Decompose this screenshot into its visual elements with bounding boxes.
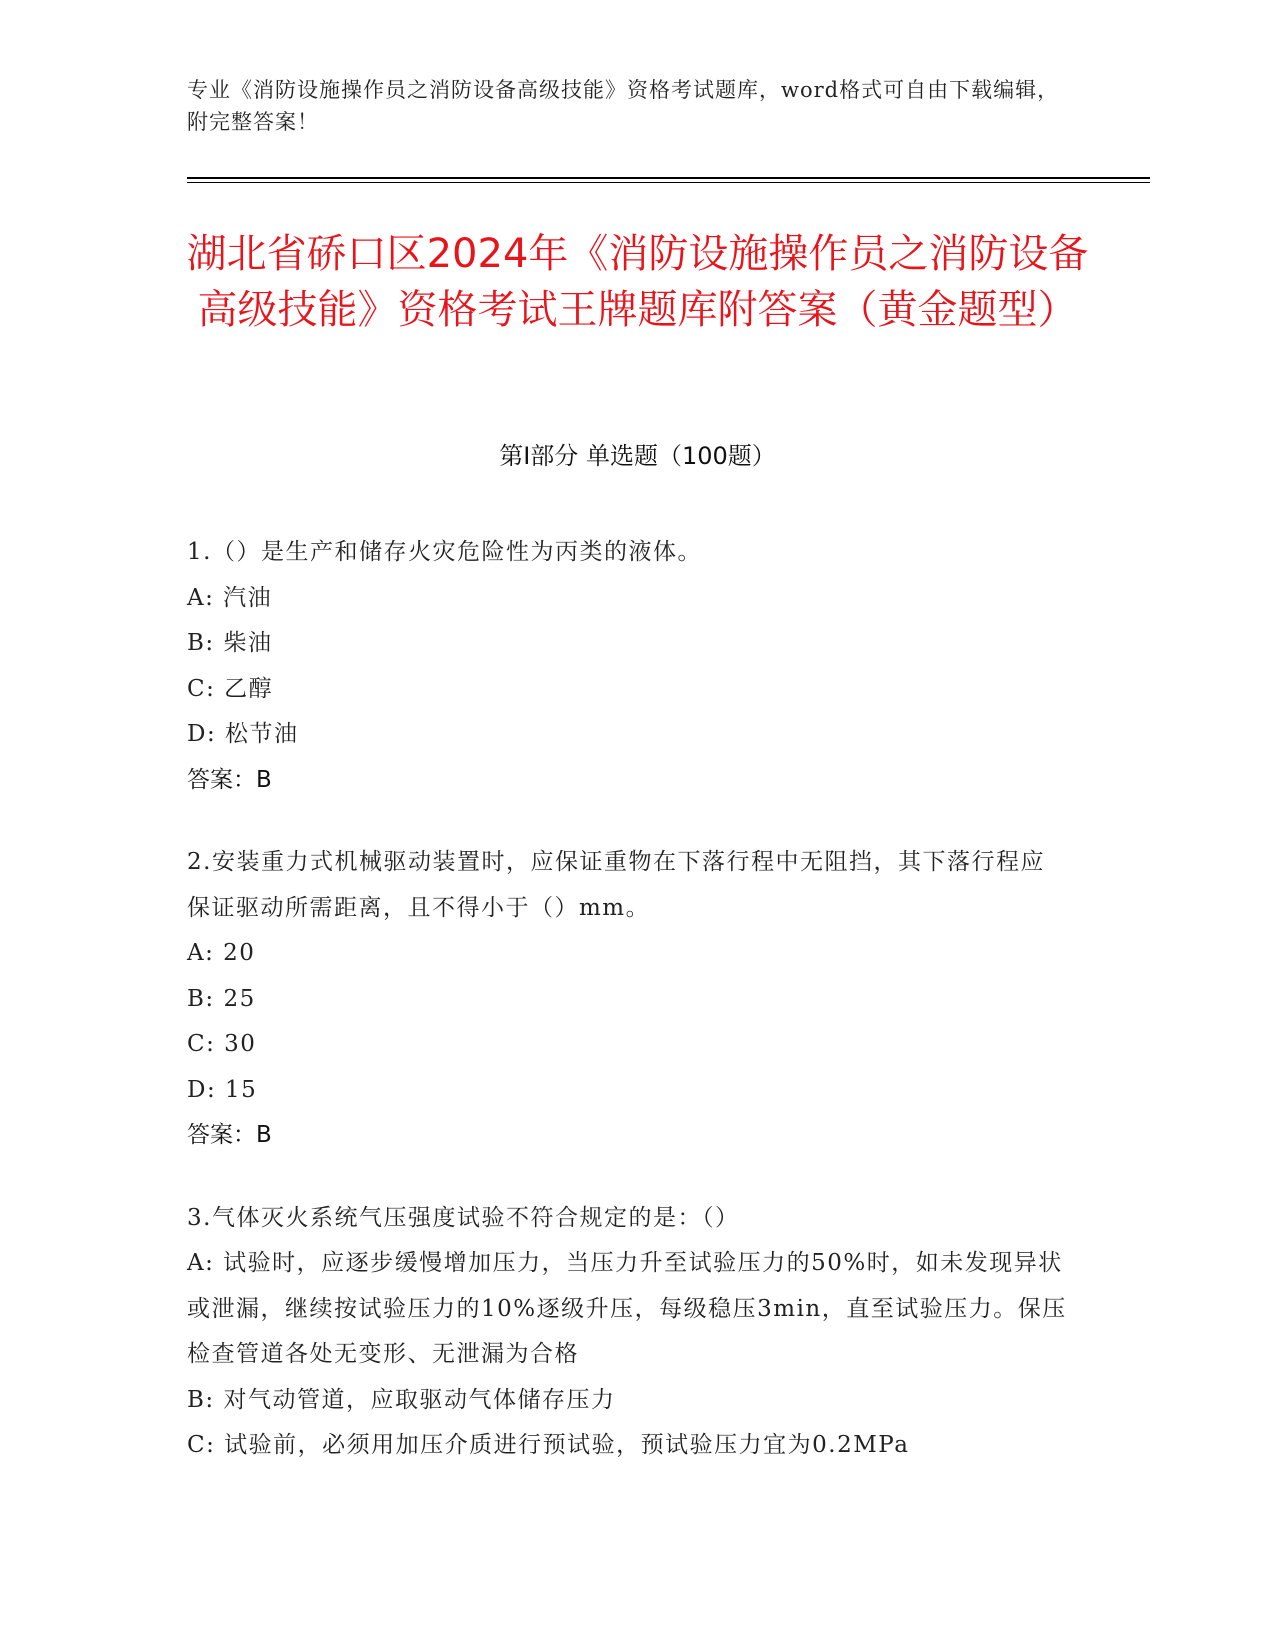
option-a: A: 试验时，应逐步缓慢增加压力，当压力升至试验压力的50%时，如未发现异状或泄漏，继续按试验压力的10%逐级升压，每级稳压3min，直至试验压力。保压检查管道各处无变形、无泄漏为合格 xyxy=(187,1250,1067,1367)
header-note: 专业《消防设施操作员之消防设备高级技能》资格考试题库，word格式可自由下载编辑，附完整答案！ xyxy=(187,78,1060,134)
option-c: C: 试验前，必须用加压介质进行预试验，预试验压力宜为0.2MPa xyxy=(187,1432,910,1458)
option-c: C: 乙醇 xyxy=(187,675,274,702)
question-1 xyxy=(187,530,1067,803)
option-c: C: 30 xyxy=(187,1031,257,1057)
question-3 xyxy=(187,1196,1067,1469)
question-stem: 2.安装重力式机械驱动装置时，应保证重物在下落行程中无阻挡，其下落行程应保证驱动所需距离，且不得小于（）mm。 xyxy=(187,849,1045,921)
question-stem: 3.气体灭火系统气压强度试验不符合规定的是：（） xyxy=(187,1204,740,1231)
option-b: B: 25 xyxy=(187,985,256,1012)
answer-line: 答案：B xyxy=(187,766,272,793)
header-divider-thick xyxy=(187,177,1150,179)
option-d: D: 15 xyxy=(187,1076,258,1103)
option-a: A: 汽油 xyxy=(187,584,273,611)
question-stem: 1.（）是生产和储存火灾危险性为丙类的液体。 xyxy=(187,539,702,565)
option-d: D: 松节油 xyxy=(187,721,299,747)
document-title: 湖北省硚口区2024年《消防设施操作员之消防设备高级技能》资格考试王牌题库附答案（黄金题型） xyxy=(186,231,1089,333)
question-list xyxy=(187,530,1067,1506)
answer-line: 答案：B xyxy=(187,1122,272,1148)
option-b: B: 对气动管道，应取驱动气体储存压力 xyxy=(187,1386,616,1413)
option-b: B: 柴油 xyxy=(187,630,273,656)
option-a: A: 20 xyxy=(187,940,256,966)
header-divider-thin xyxy=(187,182,1150,183)
section-heading: 第I部分 单选题（100题） xyxy=(499,442,776,470)
question-2 xyxy=(187,840,1067,1159)
